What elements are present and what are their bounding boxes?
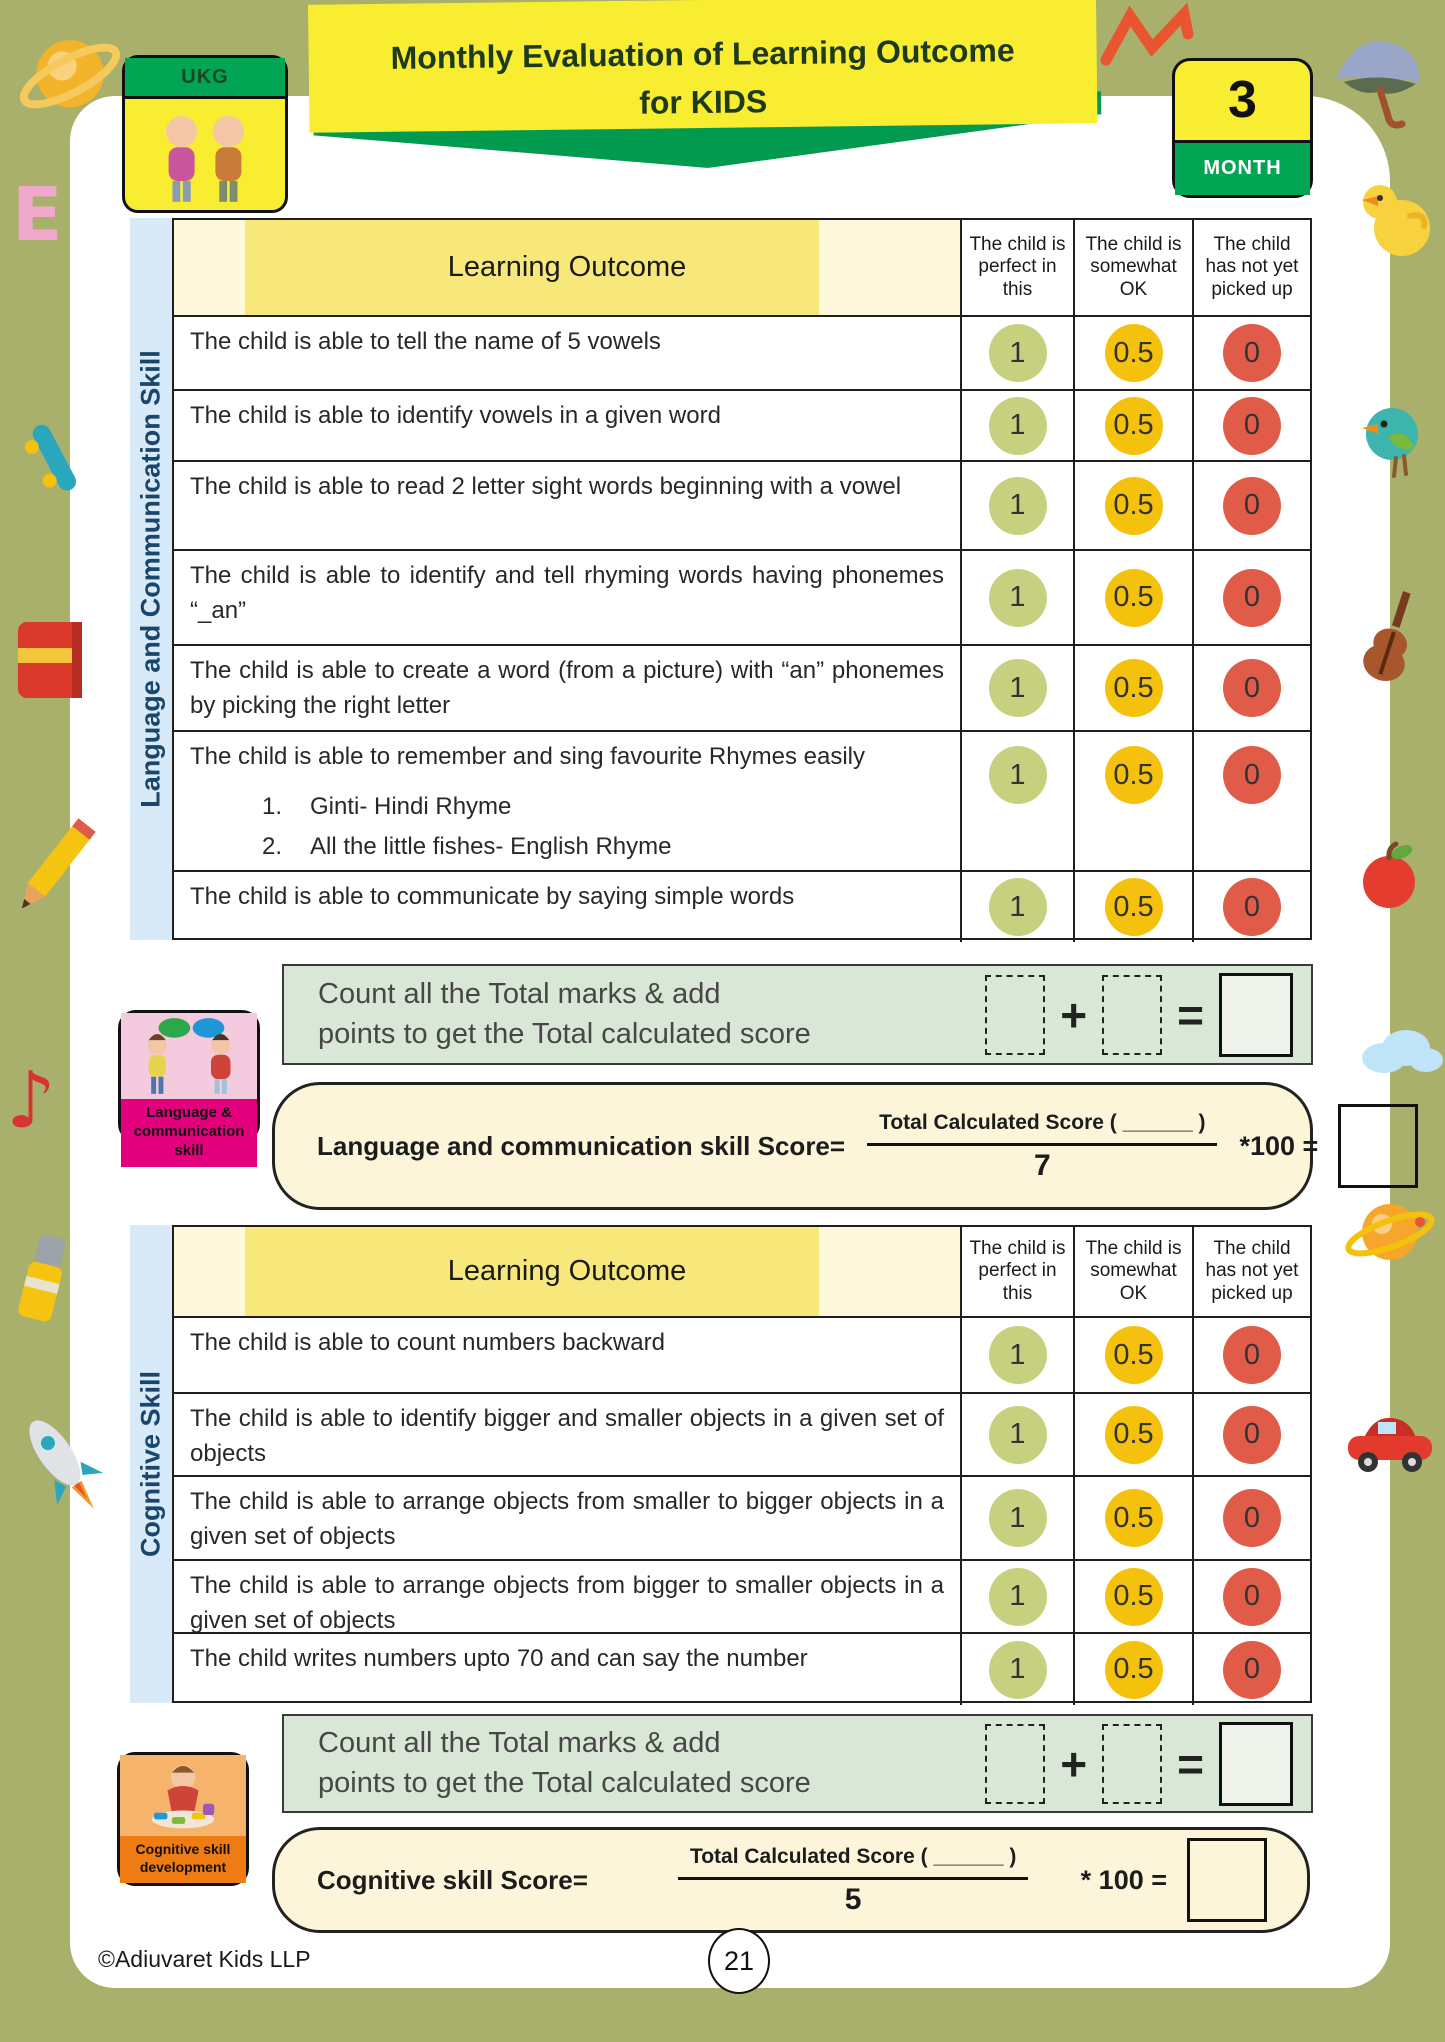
table-header-row: [174, 1227, 1310, 1316]
grade-label: UKG: [125, 58, 285, 99]
score-option-1[interactable]: 1: [989, 324, 1047, 382]
outcome-text-cell: [174, 732, 960, 870]
kids-illustration: [125, 99, 285, 210]
score-cell-ok: [1073, 1561, 1192, 1632]
table-row: [174, 549, 1310, 644]
score-cell-ok: [1073, 391, 1192, 460]
sticker-label: Cognitive skill development: [120, 1836, 246, 1883]
score-cell-ok: [1073, 462, 1192, 549]
planet-icon: [14, 20, 126, 132]
score-option-0[interactable]: 0: [1223, 659, 1281, 717]
month-number: 3: [1228, 71, 1257, 130]
month-badge: [1172, 58, 1313, 198]
score-option-1[interactable]: 1: [989, 1568, 1047, 1626]
score-cell-none: [1192, 732, 1310, 870]
score-option-1[interactable]: 1: [989, 1326, 1047, 1384]
toy-planet-icon: [1342, 1184, 1438, 1280]
score-cell-perfect: [960, 732, 1073, 870]
outcome-text: The child is able to remember and sing favourite Rhymes easily: [190, 743, 865, 770]
total-result-box[interactable]: [1219, 973, 1293, 1057]
formula-fraction: [678, 1843, 1028, 1917]
sticker-cognitive-skill: [117, 1752, 249, 1886]
score-option-0[interactable]: 0: [1223, 1489, 1281, 1547]
outcome-text: The child is able to create a word (from a picture) with “an” phonemes by picking the right letter: [190, 657, 944, 719]
outcome-text-cell: [174, 1318, 960, 1392]
crayon-icon: [8, 1228, 78, 1332]
formula-label: Cognitive skill Score=: [317, 1864, 588, 1895]
month-label: MONTH: [1175, 140, 1310, 195]
score-option-05[interactable]: 0.5: [1105, 397, 1163, 455]
formula-multiplier: *100 =: [1239, 1130, 1319, 1161]
column-header-learning-outcome: Learning Outcome: [174, 220, 960, 315]
score-option-1[interactable]: 1: [989, 1641, 1047, 1699]
score-cell-none: [1192, 872, 1310, 942]
car-icon: [1340, 1404, 1440, 1482]
score-option-05[interactable]: 0.5: [1105, 1489, 1163, 1547]
equals-sign: =: [1177, 1737, 1204, 1790]
outcome-text-cell: [174, 317, 960, 389]
outcome-text: The child is able to identify bigger and smaller objects in a given set of objects: [190, 1405, 944, 1467]
summary-calculation: [985, 973, 1293, 1057]
page-title: Monthly Evaluation of Learning Outcome: [390, 32, 1015, 76]
column-header-somewhat-ok: The child is somewhat OK: [1073, 1227, 1192, 1316]
score-cell-none: [1192, 1394, 1310, 1475]
score-cell-ok: [1073, 732, 1192, 870]
score-option-1[interactable]: 1: [989, 569, 1047, 627]
table-row: [174, 1475, 1310, 1559]
page-number-badge: [708, 1928, 770, 1994]
column-header-learning-outcome: Learning Outcome: [174, 1227, 960, 1316]
score-cell-perfect: [960, 872, 1073, 942]
banner-background: [308, 0, 1098, 133]
table-row: [174, 1316, 1310, 1392]
score-option-0[interactable]: 0: [1223, 1641, 1281, 1699]
page-number: 21: [723, 1945, 755, 1976]
score-option-05[interactable]: 0.5: [1105, 1568, 1163, 1626]
score-option-0[interactable]: 0: [1223, 569, 1281, 627]
outcome-text: The child is able to tell the name of 5 vowels: [190, 328, 661, 355]
cognitive-skill-table: [172, 1225, 1312, 1703]
outcome-text-cell: [174, 1477, 960, 1559]
outcome-text: The child is able to count numbers backward: [190, 1329, 665, 1356]
table-row: [174, 315, 1310, 389]
total-input-box-2[interactable]: [1102, 975, 1162, 1055]
outcome-text-cell: [174, 391, 960, 460]
copyright: ©Adiuvaret Kids LLP: [98, 1946, 311, 1972]
score-option-1[interactable]: 1: [989, 878, 1047, 936]
score-cell-perfect: [960, 1318, 1073, 1392]
score-option-0[interactable]: 0: [1223, 1326, 1281, 1384]
outcome-text-cell: [174, 872, 960, 942]
score-option-0[interactable]: 0: [1223, 878, 1281, 936]
column-header-perfect: The child is perfect in this: [960, 1227, 1073, 1316]
formula-numerator: Total Calculated Score ( ______ ): [867, 1109, 1217, 1146]
outcome-text-cell: [174, 646, 960, 730]
outcome-text: The child is able to identify vowels in a given word: [190, 402, 721, 429]
score-cell-none: [1192, 1561, 1310, 1632]
title-banner: [308, 0, 1098, 175]
talking-kids-illustration: [121, 1013, 257, 1099]
score-result-box[interactable]: [1338, 1104, 1418, 1188]
score-option-1[interactable]: 1: [989, 659, 1047, 717]
score-option-0[interactable]: 0: [1223, 397, 1281, 455]
score-option-05[interactable]: 0.5: [1105, 569, 1163, 627]
summary-box-language: [282, 964, 1313, 1065]
outcome-text: The child is able to communicate by saying simple words: [190, 883, 795, 910]
rocket-icon: [14, 1398, 114, 1534]
outcome-text-cell: [174, 551, 960, 644]
sticker-language-skill: [118, 1010, 260, 1159]
table-row: [174, 460, 1310, 549]
plus-sign: +: [1060, 988, 1088, 1041]
score-formula-language: [272, 1082, 1319, 1210]
violin-icon: [1352, 588, 1432, 688]
score-option-1[interactable]: 1: [989, 397, 1047, 455]
outcome-text: The child writes numbers upto 70 and can say the number: [190, 1645, 808, 1672]
score-option-05[interactable]: 0.5: [1105, 477, 1163, 535]
outcome-text: The child is able to read 2 letter sight words beginning with a vowel: [190, 473, 902, 500]
cloud-icon: [1354, 1016, 1444, 1080]
score-option-1[interactable]: 1: [989, 1489, 1047, 1547]
score-cell-none: [1192, 646, 1310, 730]
score-option-05[interactable]: 0.5: [1105, 1326, 1163, 1384]
score-option-0[interactable]: 0: [1223, 1568, 1281, 1626]
score-cell-perfect: [960, 551, 1073, 644]
outcome-text: The child is able to identify and tell rhyming words having phonemes “_an”: [190, 562, 944, 624]
page-subtitle: for KIDS: [638, 83, 768, 121]
score-option-0[interactable]: 0: [1223, 746, 1281, 804]
score-option-0[interactable]: 0: [1223, 1406, 1281, 1464]
table-row: [174, 644, 1310, 730]
score-option-05[interactable]: 0.5: [1105, 324, 1163, 382]
total-result-box[interactable]: [1219, 1722, 1293, 1806]
skateboard-icon: [10, 408, 90, 512]
column-header-somewhat-ok: The child is somewhat OK: [1073, 220, 1192, 315]
column-header-not-picked-up: The child has not yet picked up: [1192, 220, 1310, 315]
grade-badge: [122, 55, 288, 213]
score-cell-perfect: [960, 1561, 1073, 1632]
score-cell-ok: [1073, 1318, 1192, 1392]
apple-icon: [1352, 838, 1426, 912]
table-row: [174, 870, 1310, 942]
score-cell-perfect: [960, 1394, 1073, 1475]
score-option-05[interactable]: 0.5: [1105, 659, 1163, 717]
score-cell-perfect: [960, 317, 1073, 389]
score-cell-ok: [1073, 1477, 1192, 1559]
score-cell-none: [1192, 391, 1310, 460]
score-option-05[interactable]: 0.5: [1105, 1406, 1163, 1464]
score-cell-ok: [1073, 872, 1192, 942]
playing-kid-illustration: [120, 1755, 246, 1836]
column-header-perfect: The child is perfect in this: [960, 220, 1073, 315]
score-cell-none: [1192, 1318, 1310, 1392]
skill-strip-cognitive: [130, 1225, 172, 1703]
duck-icon: [1350, 172, 1438, 260]
book-icon: [8, 618, 90, 702]
score-cell-perfect: [960, 462, 1073, 549]
outcome-text-cell: [174, 1634, 960, 1705]
total-input-box-2[interactable]: [1102, 1724, 1162, 1804]
summary-calculation: [985, 1722, 1293, 1806]
table-row: [174, 730, 1310, 870]
column-header-not-picked-up: The child has not yet picked up: [1192, 1227, 1310, 1316]
summary-box-cognitive: [282, 1714, 1313, 1813]
formula-label: Language and communication skill Score=: [317, 1130, 846, 1161]
score-option-1[interactable]: 1: [989, 477, 1047, 535]
table-row: [174, 1559, 1310, 1632]
score-cell-none: [1192, 1477, 1310, 1559]
total-input-box-1[interactable]: [985, 1724, 1045, 1804]
summary-text: Count all the Total marks & add points to get the Total calculated score: [318, 1727, 811, 1799]
score-cell-ok: [1073, 1634, 1192, 1705]
outcome-text: The child is able to arrange objects from smaller to bigger objects in a given set of objects: [190, 1488, 944, 1550]
outcome-text-cell: [174, 462, 960, 549]
score-cell-ok: [1073, 646, 1192, 730]
score-cell-perfect: [960, 1634, 1073, 1705]
outcome-text-cell: [174, 1561, 960, 1632]
score-cell-none: [1192, 1634, 1310, 1705]
score-cell-ok: [1073, 1394, 1192, 1475]
score-option-05[interactable]: 0.5: [1105, 746, 1163, 804]
score-formula-cognitive: [272, 1827, 1310, 1933]
formula-fraction: [867, 1109, 1217, 1183]
formula-denominator: 7: [1033, 1149, 1051, 1182]
score-cell-perfect: [960, 646, 1073, 730]
total-input-box-1[interactable]: [985, 975, 1045, 1055]
score-cell-none: [1192, 317, 1310, 389]
formula-numerator: Total Calculated Score ( ______ ): [678, 1843, 1028, 1880]
score-cell-perfect: [960, 391, 1073, 460]
sticker-label: Language & communication skill: [121, 1099, 257, 1167]
table-row: [174, 389, 1310, 460]
plus-sign: +: [1060, 1737, 1088, 1790]
pencil-icon: [10, 808, 98, 930]
score-option-05[interactable]: 0.5: [1105, 1641, 1163, 1699]
score-option-1[interactable]: 1: [989, 1406, 1047, 1464]
outcome-text: The child is able to arrange objects from bigger to smaller objects in a given set of objects: [190, 1572, 944, 1634]
equals-sign: =: [1177, 988, 1204, 1041]
score-option-0[interactable]: 0: [1223, 324, 1281, 382]
score-option-0[interactable]: 0: [1223, 477, 1281, 535]
score-option-1[interactable]: 1: [989, 746, 1047, 804]
music-note-icon: ♪: [6, 1056, 56, 1146]
outcome-text-cell: [174, 1394, 960, 1475]
language-skill-table: [172, 218, 1312, 940]
table-row: [174, 1632, 1310, 1705]
skill-strip-language: [130, 218, 172, 940]
score-result-box[interactable]: [1187, 1838, 1267, 1922]
score-cell-ok: [1073, 317, 1192, 389]
bird-icon: [1348, 392, 1436, 484]
umbrella-icon: [1332, 34, 1424, 134]
score-cell-perfect: [960, 1477, 1073, 1559]
formula-denominator: 5: [844, 1883, 862, 1916]
formula-multiplier: * 100 =: [1080, 1864, 1167, 1895]
skill-label-cognitive: Cognitive Skill: [135, 1370, 166, 1558]
letter-e-icon: E: [12, 172, 63, 258]
score-cell-none: [1192, 551, 1310, 644]
skill-label-language: Language and Communication Skill: [135, 350, 166, 808]
table-header-row: [174, 220, 1310, 315]
score-option-05[interactable]: 0.5: [1105, 878, 1163, 936]
score-cell-ok: [1073, 551, 1192, 644]
rhyme-list-item: 2. All the little fishes- English Rhyme: [262, 832, 672, 860]
table-row: [174, 1392, 1310, 1475]
score-cell-none: [1192, 462, 1310, 549]
rhyme-list-item: 1. Ginti- Hindi Rhyme: [262, 792, 512, 820]
summary-text: Count all the Total marks & add points to get the Total calculated score: [318, 978, 811, 1050]
